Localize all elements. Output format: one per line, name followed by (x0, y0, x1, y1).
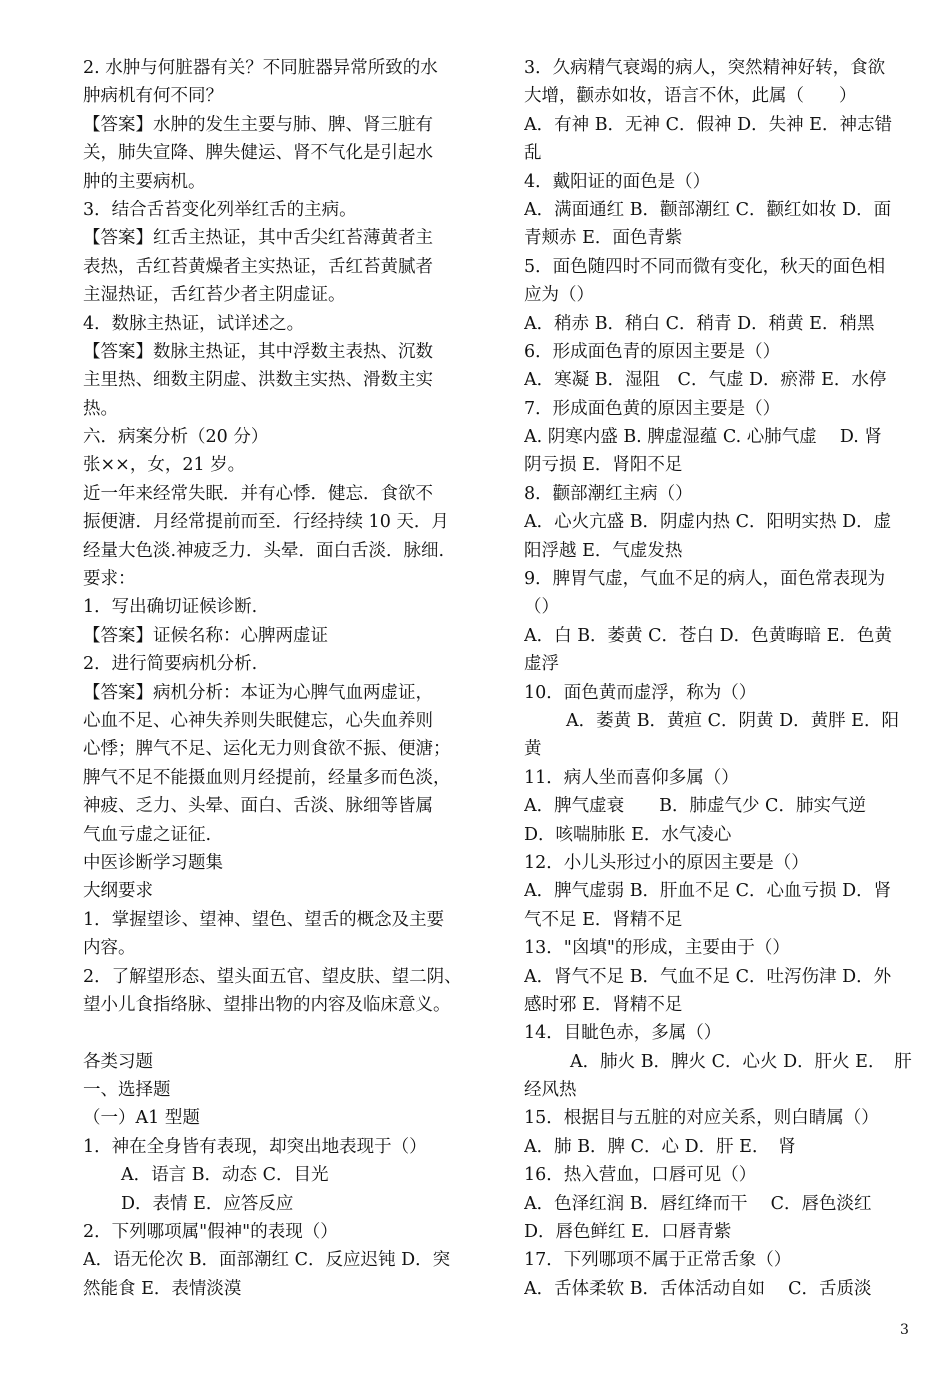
text-line: 【答案】红舌主热证，其中舌尖红苔薄黄者主 (83, 228, 433, 249)
text-line: 【答案】证候名称：心脾两虚证 (83, 625, 328, 646)
text-line: 10．面色黄而虚浮，称为（） (524, 682, 757, 703)
text-line: A．肺火 B．脾火 C．心火 D．肝火 E． 肝 (570, 1051, 912, 1072)
text-line: A．肺 B．脾 C．心 D．肝 E． 肾 (524, 1136, 796, 1157)
text-line: 【答案】病机分析：本证为心脾气血两虚证， (83, 682, 433, 703)
text-line: 5．面色随四时不同而微有变化，秋天的面色相 (524, 256, 886, 277)
text-line: 六．病案分析（20 分） (83, 427, 269, 448)
text-line: 阴亏损 E．肾阳不足 (524, 455, 683, 476)
text-line: 应为（） (524, 285, 594, 306)
text-line: （） (524, 597, 559, 618)
text-line: 一、选择题 (83, 1080, 171, 1101)
text-line: A．白 B．萎黄 C．苍白 D．色黄晦暗 E．色黄 (524, 625, 892, 646)
text-line: 主湿热证，舌红苔少者主阴虚证。 (83, 285, 346, 306)
text-line: A．寒凝 B．湿阻 C．气虚 D．瘀滞 E．水停 (524, 370, 887, 391)
text-line: 15．根据目与五脏的对应关系，则白睛属（） (524, 1108, 879, 1129)
text-line: 9．脾胃气虚，气血不足的病人，面色常表现为 (524, 569, 886, 590)
text-line: D．表情 E．应答反应 (121, 1193, 294, 1214)
text-line: 7．形成面色黄的原因主要是（） (524, 398, 781, 419)
text-line: （一）A1 型题 (83, 1108, 200, 1129)
text-line: 大纲要求 (83, 881, 153, 902)
text-line: 心悸；脾气不足、运化无力则食欲不振、便溏； (83, 739, 451, 760)
text-line: 主里热、细数主阴虚、洪数主实热、滑数主实 (83, 370, 433, 391)
text-line: 然能食 E．表情淡漠 (83, 1278, 242, 1299)
text-line: 4．数脉主热证，试详述之。 (83, 313, 305, 334)
text-line: 感时邪 E．肾精不足 (524, 994, 683, 1015)
text-line: 虚浮 (524, 654, 559, 675)
text-line: 脾气不足不能摄血则月经提前，经量多而色淡， (83, 767, 451, 788)
text-line: 望小儿食指络脉、望排出物的内容及临床意义。 (83, 994, 451, 1015)
text-line: 3．结合舌苔变化列举红舌的主病。 (83, 199, 357, 220)
text-line: 17．下列哪项不属于正常舌象（） (524, 1250, 792, 1271)
text-line: A．脾气虚衰 B．肺虚气少 C．肺实气逆 (524, 796, 866, 817)
text-line: 神疲、乏力、头晕、面白、舌淡、脉细等皆属 (83, 796, 433, 817)
text-line: 内容。 (83, 938, 136, 959)
text-line: 8．颧部潮红主病（） (524, 483, 693, 504)
text-line: A．有神 B．无神 C．假神 D．失神 E．神志错 (524, 114, 892, 135)
text-line: A．脾气虚弱 B．肝血不足 C．心血亏损 D．肾 (524, 881, 892, 902)
text-line: 阳浮越 E．气虚发热 (524, 540, 683, 561)
text-line: 青颊赤 E．面色青紫 (524, 228, 683, 249)
text-line (83, 1019, 473, 1047)
text-line: 1．掌握望诊、望神、望色、望舌的概念及主要 (83, 909, 445, 930)
text-line: 中医诊断学习题集 (83, 852, 223, 873)
text-line: 【答案】数脉主热证，其中浮数主表热、沉数 (83, 341, 433, 362)
text-line: 4．戴阳证的面色是（） (524, 171, 711, 192)
text-line: 振便溏．月经常提前而至．行经持续 10 天．月 (83, 512, 449, 533)
text-line: 12．小儿头形过小的原因主要是（） (524, 852, 809, 873)
text-line: D．唇色鲜红 E．口唇青紫 (524, 1222, 732, 1243)
text-line: 各类习题 (83, 1051, 153, 1072)
text-line: A．舌体柔软 B．舌体活动自如 C．舌质淡 (524, 1278, 872, 1299)
text-line: 张××，女，21 岁。 (83, 455, 246, 476)
text-line: 16．热入营血，口唇可见（） (524, 1165, 757, 1186)
text-line: 乱 (524, 143, 542, 164)
text-line: 肿的主要病机。 (83, 171, 206, 192)
text-line: A．萎黄 B．黄疸 C．阴黄 D．黄胖 E．阳 (566, 710, 899, 731)
text-line: 2．进行简要病机分析. (83, 654, 258, 675)
text-line: A．满面通红 B．颧部潮红 C．颧红如妆 D．面 (524, 199, 892, 220)
page-number: 3 (900, 1322, 909, 1338)
text-line: 经量大色淡.神疲乏力．头晕．面白舌淡．脉细. (83, 540, 445, 561)
text-line: 11．病人坐而喜仰多属（） (524, 767, 739, 788)
text-line: 13．"囟填"的形成，主要由于（） (524, 938, 790, 959)
text-line: 3．久病精气衰竭的病人，突然精神好转，食欲 (524, 58, 886, 78)
text-line: 【答案】水肿的发生主要与肺、脾、肾三脏有 (83, 114, 433, 135)
text-line: 近一年来经常失眠．并有心悸．健忘．食欲不 (83, 483, 433, 504)
text-line: 2. 水肿与何脏器有关？不同脏器异常所致的水 (83, 58, 438, 78)
text-line: A．稍赤 B．稍白 C．稍青 D．稍黄 E．稍黑 (524, 313, 875, 334)
text-line: 1．写出确切证候诊断. (83, 597, 258, 618)
text-line: D．咳喘肺胀 E．水气凌心 (524, 824, 732, 845)
text-line: 关，肺失宣降、脾失健运、肾不气化是引起水 (83, 143, 433, 164)
text-line: 肿病机有何不同？ (83, 86, 223, 107)
text-line: 大增，颧赤如妆，语言不休，此属（ ） (524, 86, 857, 107)
text-line: 14．目眦色赤，多属（） (524, 1023, 722, 1044)
text-line: 心血不足、心神失养则失眠健忘，心失血养则 (83, 710, 433, 731)
right-text-column (524, 54, 916, 1303)
text-line: A．心火亢盛 B．阴虚内热 C．阳明实热 D．虚 (524, 512, 892, 533)
text-line: A．语无伦次 B．面部潮红 C．反应迟钝 D．突 (83, 1250, 451, 1271)
text-line: 要求： (83, 569, 136, 590)
text-line: A．色泽红润 B．唇红绛而干 C．唇色淡红 (524, 1193, 872, 1214)
text-line: 热。 (83, 398, 118, 419)
text-line: A．语言 B．动态 C．目光 (121, 1165, 329, 1186)
left-text-column (83, 54, 473, 1303)
text-line: 2．下列哪项属"假神"的表现（） (83, 1222, 338, 1243)
text-line: 气不足 E．肾精不足 (524, 909, 683, 930)
text-line: 黄 (524, 739, 542, 760)
text-line: A．肾气不足 B．气血不足 C．吐泻伤津 D．外 (524, 966, 892, 987)
text-line: 表热，舌红苔黄燥者主实热证，舌红苔黄腻者 (83, 256, 433, 277)
text-line: 1．神在全身皆有表现，却突出地表现于（） (83, 1136, 427, 1157)
text-line: 6．形成面色青的原因主要是（） (524, 341, 781, 362)
text-line: 气血亏虚之证征. (83, 824, 212, 845)
text-line: 2．了解望形态、望头面五官、望皮肤、望二阴、 (83, 966, 462, 987)
text-line: A. 阴寒内盛 B. 脾虚湿蕴 C. 心肺气虚 D. 肾 (524, 427, 882, 448)
text-line: 经风热 (524, 1080, 577, 1101)
